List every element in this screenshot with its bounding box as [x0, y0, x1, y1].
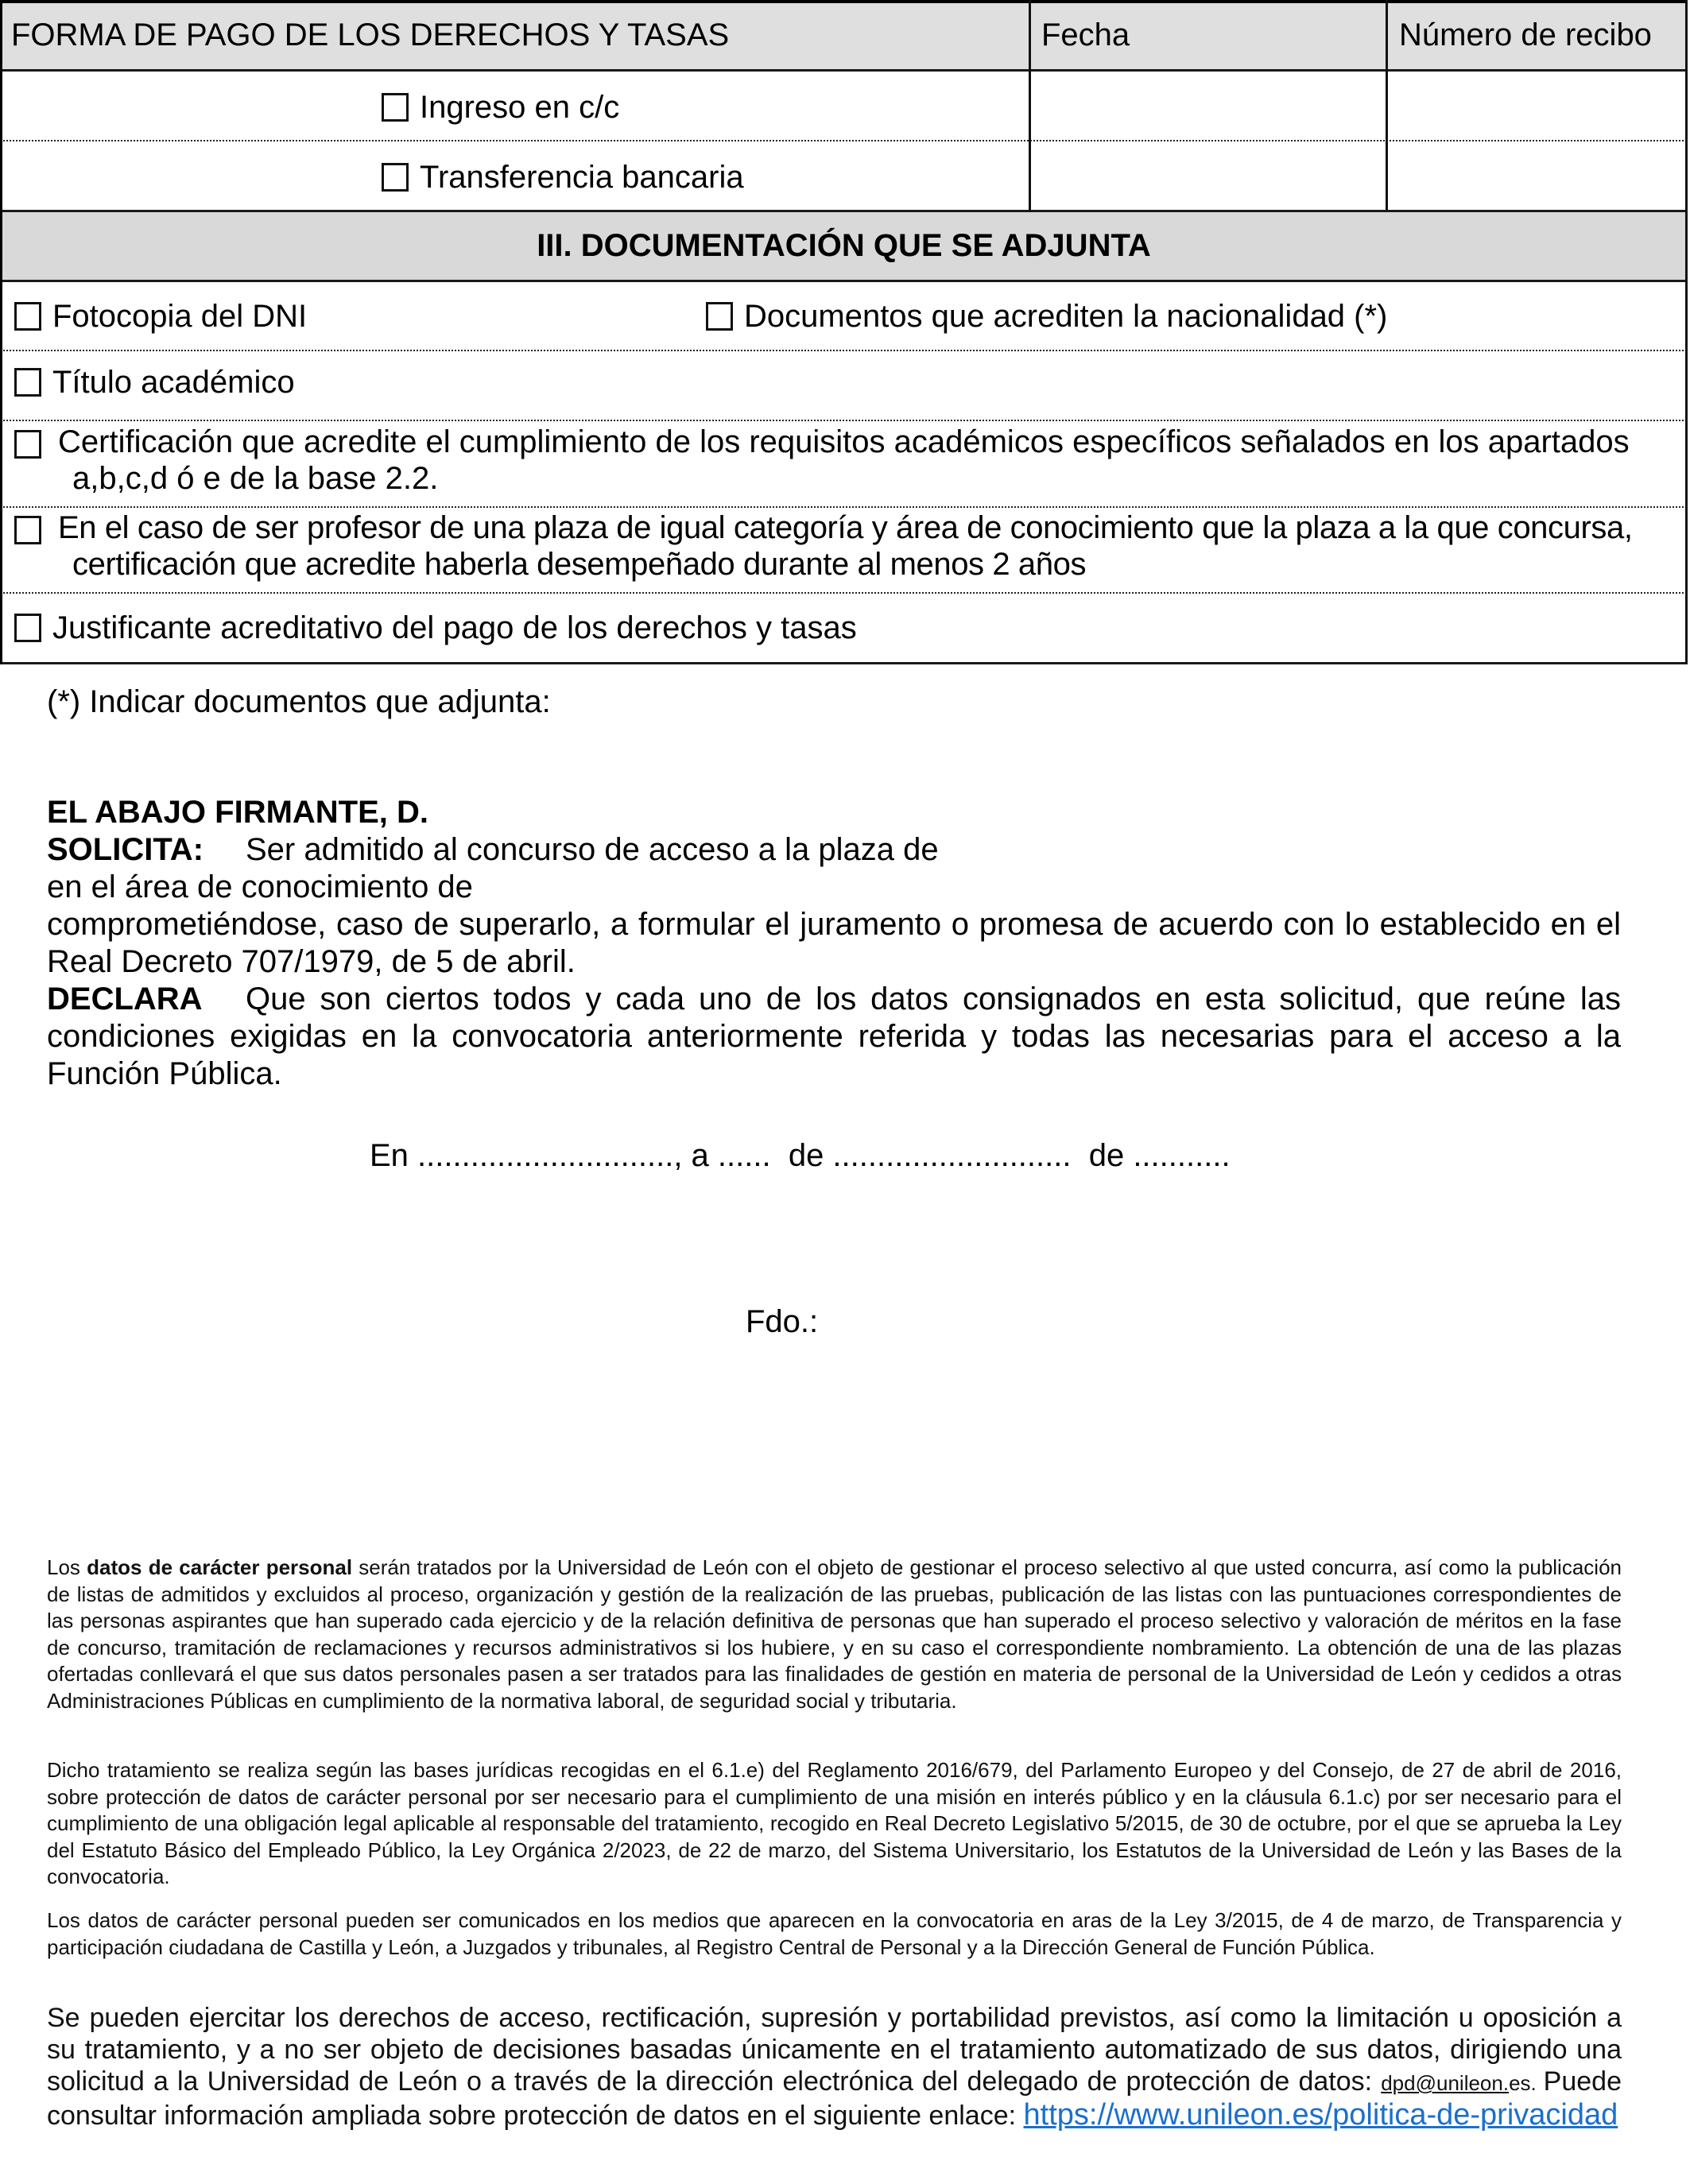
commitment-text: comprometiéndose, caso de superarlo, a formular el juramento o promesa de acuerdo con lo establecido en el Real Decreto 707/1979, de 5 de abril.	[47, 907, 1621, 979]
table-border-left	[0, 0, 2, 664]
divider	[0, 69, 1688, 72]
doc-row-4	[0, 506, 1688, 592]
option-transferencia[interactable]	[382, 159, 744, 196]
payment-method-header: FORMA DE PAGO DE LOS DERECHOS Y TASAS	[11, 17, 730, 52]
checkbox-nacionalidad[interactable]	[706, 302, 733, 331]
solicita-label: SOLICITA:	[47, 832, 204, 867]
doc-item-dni[interactable]	[14, 298, 307, 335]
doc-item-justificante[interactable]	[14, 610, 857, 646]
privacy-paragraph-3: Los datos de carácter personal pueden ser comunicados en los medios que aparecen en la convocatoria en aras de la Ley 3/2015, de 4 de marzo, de Transparencia y participación ciudadana de Castilla y León, a Juzgados y tribunales, al Registro Central de Personal y a la Dirección General de Función Pública.	[47, 1908, 1622, 1959]
solicita-line	[47, 831, 1621, 869]
doc-label-line2: a,b,c,d ó e de la base 2.2.	[72, 461, 439, 496]
checkbox-certificacion[interactable]	[14, 430, 41, 459]
doc-row-2	[0, 350, 1688, 420]
checkbox-dni[interactable]	[14, 302, 41, 331]
receipt-number-header: Número de recibo	[1399, 17, 1652, 52]
checkbox-ingreso[interactable]	[382, 93, 409, 122]
column-divider	[1386, 0, 1388, 211]
area-line: en el área de conocimiento de	[47, 869, 473, 904]
option-label: Ingreso en c/c	[420, 90, 620, 125]
attached-docs-note: (*) Indicar documentos que adjunta:	[47, 684, 551, 719]
checkbox-profesor[interactable]	[14, 516, 41, 544]
payment-row-transferencia	[0, 140, 1688, 211]
table-border-bottom	[0, 662, 1688, 664]
divider	[0, 280, 1688, 282]
date-field-transferencia[interactable]	[1032, 140, 1387, 211]
checkbox-transferencia[interactable]	[382, 163, 409, 192]
doc-label-line2: certificación que acredite haberla desempeñado durante al menos 2 años	[72, 547, 1087, 582]
divider-dotted	[0, 350, 1688, 351]
privacy-policy-link[interactable]: https://www.unileon.es/politica-de-privacidad	[1023, 2098, 1618, 2132]
table-border-right	[1685, 0, 1688, 664]
doc-item-certificacion[interactable]	[14, 424, 1676, 497]
privacy-bold-term: datos de carácter personal	[87, 1555, 353, 1579]
declara-paragraph	[47, 981, 1621, 1093]
option-ingreso[interactable]	[382, 89, 619, 126]
column-divider	[1029, 0, 1031, 211]
declara-text: Que son ciertos todos y cada uno de los datos consignados en esta solicitud, que reúne las condiciones exigidas en la convocatoria anteriormente referida y todas las necesarias para el acceso a la Función Pública.	[47, 982, 1621, 1091]
table-border-top	[0, 0, 1688, 3]
payment-row-ingreso	[0, 70, 1688, 140]
declara-label: DECLARA	[47, 982, 203, 1016]
divider-dotted	[0, 140, 1688, 141]
doc-item-nacionalidad[interactable]	[706, 298, 1387, 335]
signer-label: EL ABAJO FIRMANTE, D.	[47, 795, 429, 830]
signature-label: Fdo.:	[746, 1304, 819, 1339]
divider-dotted	[0, 592, 1688, 594]
dpd-email-link[interactable]: dpd@unileon.	[1381, 2071, 1510, 2095]
doc-label: Fotocopia del DNI	[52, 299, 308, 334]
divider-dotted	[0, 506, 1688, 508]
option-label: Transferencia bancaria	[420, 160, 744, 195]
doc-row-3	[0, 420, 1688, 506]
date-header: Fecha	[1041, 17, 1130, 52]
request-section	[47, 794, 1621, 1093]
doc-item-profesor[interactable]	[14, 509, 1676, 583]
doc-row-1	[0, 281, 1688, 350]
doc-label-line1: Certificación que acredite el cumplimiento de los requisitos académicos específicos señalados en los apartados	[58, 424, 1630, 459]
checkbox-titulo[interactable]	[14, 368, 41, 397]
divider	[0, 210, 1688, 212]
section-title: III. DOCUMENTACIÓN QUE SE ADJUNTA	[537, 228, 1151, 263]
receipt-field-ingreso[interactable]	[1390, 70, 1687, 140]
privacy-paragraph-2: Dicho tratamiento se realiza según las bases jurídicas recogidas en el 6.1.e) del Reglamento 2016/679, del Parlamento Europeo y del Consejo, de 27 de abril de 2016, sobre protección de datos de carácter personal por ser necesario para el cumplimiento de una misión en interés público y en la cláusula 6.1.c) por ser necesario para el cumplimiento de una obligación legal aplicable al responsable del tratamiento, recogido en Real Decreto Legislativo 5/2015, de 30 de octubre, por el que se aprueba la Ley del Estatuto Básico del Empleado Público, la Ley Orgánica 2/2023, de 22 de marzo, del Sistema Universitario, los Estatutos de la Universidad de León y las Bases de la convocatoria.	[47, 1758, 1622, 1888]
doc-item-titulo[interactable]	[14, 364, 295, 401]
date-field-ingreso[interactable]	[1032, 70, 1387, 140]
place-date-line[interactable]: En ............................., a ...... de ........................... de ...........	[370, 1138, 1231, 1173]
receipt-field-transferencia[interactable]	[1390, 140, 1687, 211]
doc-label: Justificante acreditativo del pago de los derechos y tasas	[52, 610, 857, 645]
doc-label: Título académico	[52, 365, 295, 400]
divider-dotted	[0, 420, 1688, 421]
privacy-paragraph-4: Se pueden ejercitar los derechos de acceso, rectificación, supresión y portabilidad previstos, así como la limitación u oposición a su tratamiento, y a no ser objeto de decisiones basadas únicamente en el tratamiento automatizado de sus datos, dirigiendo una solicitud a la Universidad de León o a través de la dirección electrónica del delegado de protección de datos: dpd@unileon.es. Puede consultar información ampliada sobre protección de datos en el siguiente enlace: https://www.unileon.es/politica-de-privacidad	[47, 2003, 1622, 2132]
checkbox-justificante[interactable]	[14, 614, 41, 642]
solicita-text: Ser admitido al concurso de acceso a la plaza de	[246, 832, 939, 867]
documentation-section-header	[0, 211, 1688, 281]
doc-label: Documentos que acrediten la nacionalidad (*)	[744, 299, 1388, 334]
payment-header-row	[0, 0, 1688, 70]
doc-row-5	[0, 592, 1688, 664]
privacy-paragraph-1: Los datos de carácter personal serán tratados por la Universidad de León con el objeto de gestionar el proceso selectivo al que usted concurra, así como la publicación de listas de admitidos y excluidos al proceso, organización y gestión de la realización de las pruebas, publicación de las listas con las puntuaciones correspondientes de las personas aspirantes que han superado cada ejercicio y de la relación definitiva de personas que han superado el proceso selectivo y valoración de méritos en la fase de concurso, tramitación de reclamaciones y recursos administrativos si los hubiere, y en su caso el correspondiente nombramiento. La obtención de una de las plazas ofertadas conllevará el que sus datos personales pasen a ser tratados para las finalidades de gestión en materia de personal de la Universidad de León y cedidos a otras Administraciones Públicas en cumplimiento de la normativa laboral, de seguridad social y tributaria.	[47, 1555, 1622, 1713]
doc-label-line1: En el caso de ser profesor de una plaza de igual categoría y área de conocimiento que la plaza a la que concursa,	[58, 510, 1633, 545]
